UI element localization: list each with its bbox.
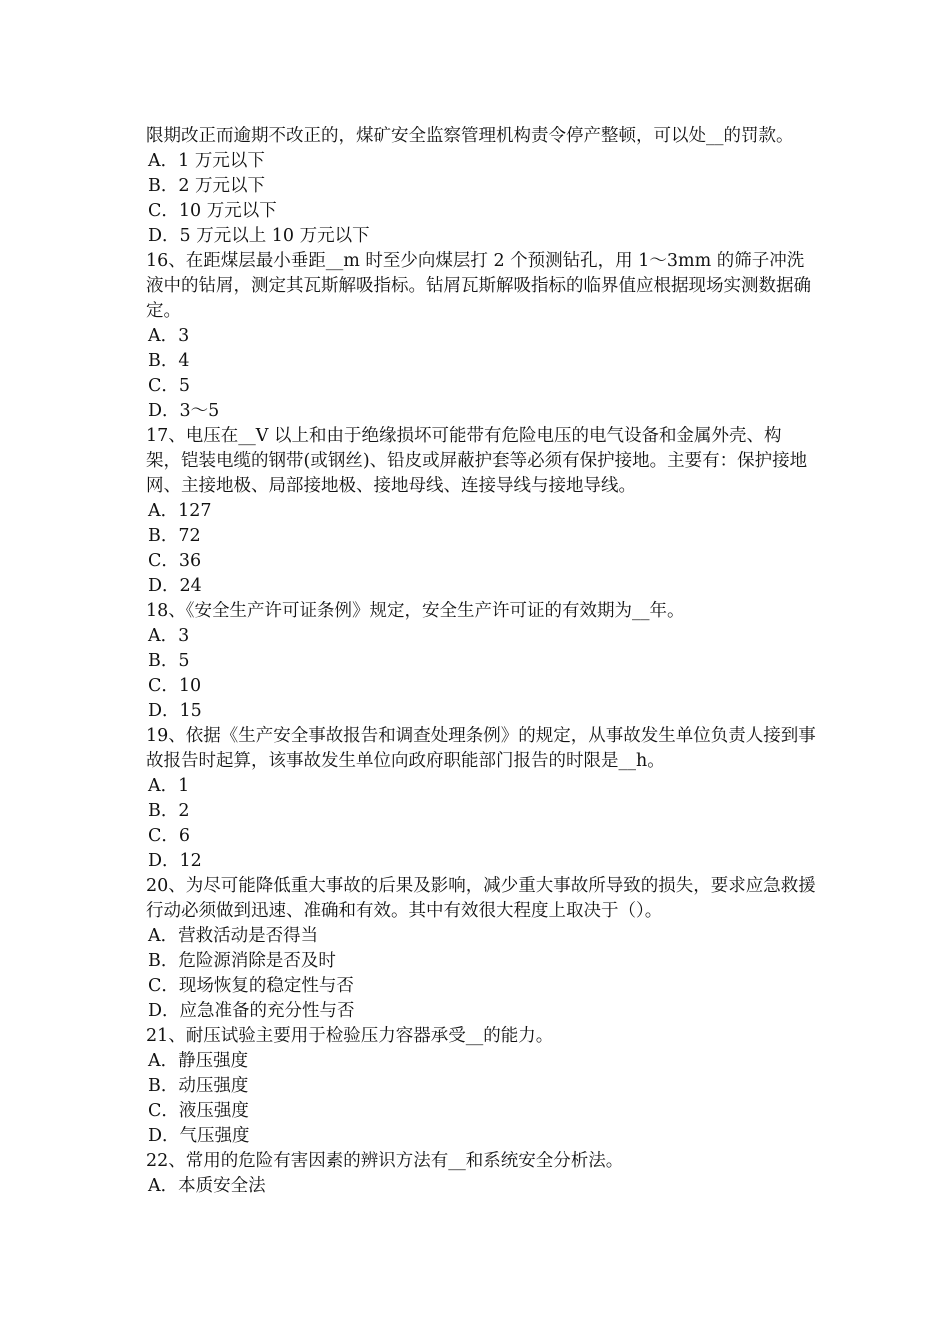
- question-20: 20、为尽可能降低重大事故的后果及影响，减少重大事故所导致的损失，要求应急救援行动必须做到迅速、准确和有效。其中有效很大程度上取决于（）。: [146, 876, 816, 921]
- option-20-c: C．现场恢复的稳定性与否: [148, 976, 354, 996]
- option-17-a: A．127: [148, 501, 212, 521]
- question-22: 22、常用的危险有害因素的辨识方法有__和系统安全分析法。: [146, 1151, 624, 1171]
- option-22-a: A．本质安全法: [148, 1176, 266, 1196]
- option-15-b: B．2 万元以下: [148, 176, 266, 196]
- option-20-d: D．应急准备的充分性与否: [148, 1001, 355, 1021]
- option-17-b: B．72: [148, 526, 201, 546]
- option-21-d: D．气压强度: [148, 1126, 250, 1146]
- option-17-c: C．36: [148, 551, 202, 571]
- option-16-a: A．3: [148, 326, 190, 346]
- question-19: 19、依据《生产安全事故报告和调查处理条例》的规定，从事故发生单位负责人接到事故报告时起算，该事故发生单位向政府职能部门报告的时限是__h。: [146, 726, 816, 771]
- option-19-a: A．1: [148, 776, 190, 796]
- option-18-b: B．5: [148, 651, 190, 671]
- option-19-b: B．2: [148, 801, 190, 821]
- option-15-d: D．5 万元以上 10 万元以下: [148, 226, 370, 246]
- option-20-a: A．营救活动是否得当: [148, 926, 319, 946]
- question-16: 16、在距煤层最小垂距__m 时至少向煤层打 2 个预测钻孔，用 1～3mm 的筛子冲洗液中的钻屑，测定其瓦斯解吸指标。钻屑瓦斯解吸指标的临界值应根据现场实测数据确定。: [146, 251, 811, 321]
- option-15-a: A．1 万元以下: [148, 151, 265, 171]
- option-21-c: C．液压强度: [148, 1101, 249, 1121]
- question-17: 17、电压在__V 以上和由于绝缘损坏可能带有危险电压的电气设备和金属外壳、构架，铠装电缆的钢带(或钢丝)、铅皮或屏蔽护套等必须有保护接地。主要有：保护接地网、主接地极、局部接地极、接地母线、连接导线与接地导线。: [146, 426, 808, 496]
- option-18-c: C．10: [148, 676, 202, 696]
- option-18-d: D．15: [148, 701, 202, 721]
- option-21-a: A．静压强度: [148, 1051, 249, 1071]
- option-16-d: D．3～5: [148, 401, 220, 421]
- option-16-b: B．4: [148, 351, 190, 371]
- question-text-15-continued: 限期改正而逾期不改正的，煤矿安全监察管理机构责令停产整顿，可以处__的罚款。: [146, 126, 794, 146]
- option-21-b: B．动压强度: [148, 1076, 249, 1096]
- option-16-c: C．5: [148, 376, 191, 396]
- question-18: 18、《安全生产许可证条例》规定，安全生产许可证的有效期为__年。: [146, 601, 685, 621]
- document-body: [146, 124, 816, 1199]
- question-21: 21、耐压试验主要用于检验压力容器承受__的能力。: [146, 1026, 554, 1046]
- option-20-b: B．危险源消除是否及时: [148, 951, 336, 971]
- option-15-c: C．10 万元以下: [148, 201, 277, 221]
- option-19-c: C．6: [148, 826, 191, 846]
- option-19-d: D．12: [148, 851, 202, 871]
- option-18-a: A．3: [148, 626, 190, 646]
- option-17-d: D．24: [148, 576, 202, 596]
